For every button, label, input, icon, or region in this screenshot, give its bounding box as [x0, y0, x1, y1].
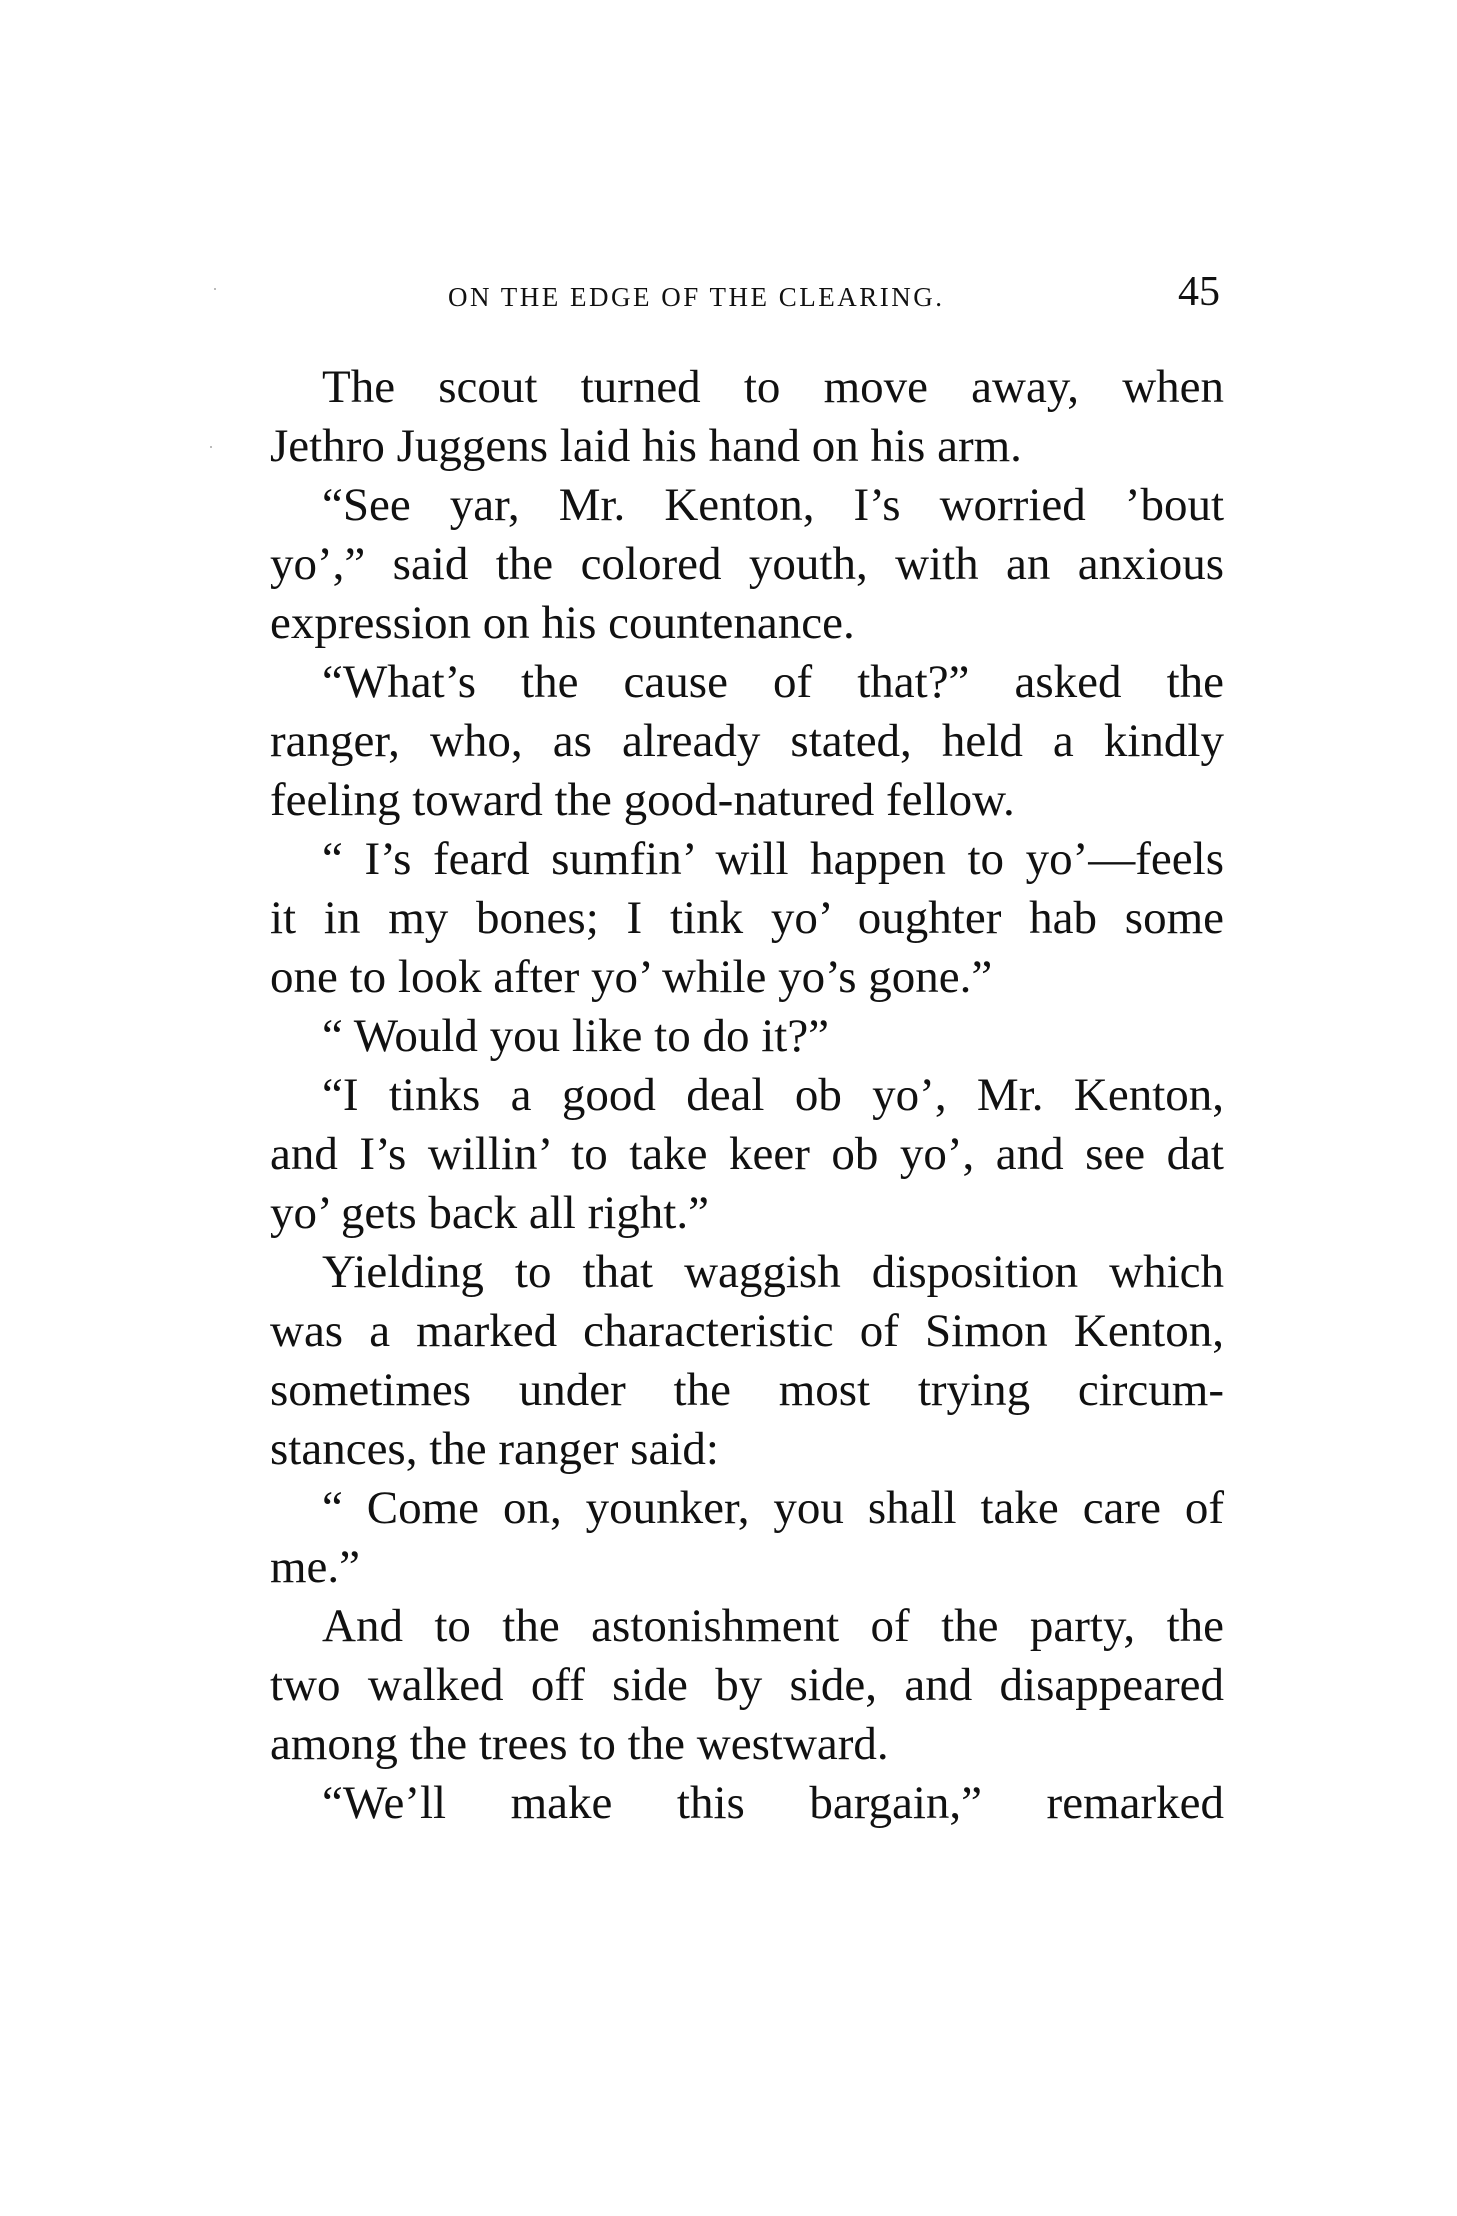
stray-ink-mark: [214, 288, 216, 290]
text-line: stances, the ranger said:: [270, 1423, 719, 1475]
text-line: Jethro Juggens laid his hand on his arm.: [270, 420, 1022, 472]
text-line: feeling toward the good-natured fellow.: [270, 774, 1015, 826]
text-line: “ Come on, younker, you shall take care of: [322, 1482, 1224, 1534]
text-line: “We’ll make this bargain,” remarked: [322, 1777, 1224, 1829]
running-title: ON THE EDGE OF THE CLEARING.: [448, 282, 945, 312]
text-line: “What’s the cause of that?” asked the: [322, 656, 1224, 708]
text-line: was a marked characteristic of Simon Kenton,: [270, 1305, 1224, 1357]
page-number: 45: [1178, 269, 1220, 315]
body-text: [270, 358, 1224, 1833]
text-line: And to the astonishment of the party, the: [322, 1600, 1224, 1652]
text-line: one to look after yo’ while yo’s gone.”: [270, 951, 993, 1003]
text-line: ranger, who, as already stated, held a kindly: [270, 715, 1224, 767]
text-line: “I tinks a good deal ob yo’, Mr. Kenton,: [322, 1069, 1224, 1121]
running-head: [270, 268, 1224, 318]
text-line: The scout turned to move away, when: [322, 361, 1224, 413]
text-line: yo’ gets back all right.”: [270, 1187, 709, 1239]
text-line: it in my bones; I tink yo’ oughter hab some: [270, 892, 1224, 944]
stray-ink-mark: [210, 446, 212, 448]
text-line: me.”: [270, 1541, 361, 1593]
text-line: “ I’s feard sumfin’ will happen to yo’—feels: [322, 833, 1224, 885]
text-line: expression on his countenance.: [270, 597, 855, 649]
text-line: and I’s willin’ to take keer ob yo’, and see dat: [270, 1128, 1224, 1180]
text-line: “ Would you like to do it?”: [322, 1010, 830, 1062]
text-line: among the trees to the westward.: [270, 1718, 889, 1770]
text-line: “See yar, Mr. Kenton, I’s worried ’bout: [322, 479, 1224, 531]
text-line: yo’,” said the colored youth, with an anxious: [270, 538, 1224, 590]
text-line: two walked off side by side, and disappeared: [270, 1659, 1224, 1711]
text-line: Yielding to that waggish disposition which: [322, 1246, 1224, 1298]
text-line: sometimes under the most trying circum-: [270, 1364, 1224, 1416]
